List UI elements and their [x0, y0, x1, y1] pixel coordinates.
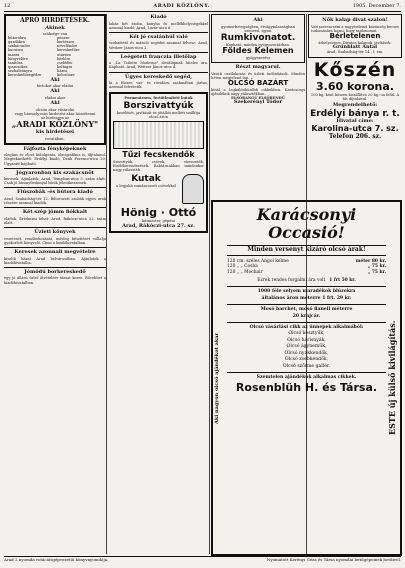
list-item: utazóra [57, 52, 71, 57]
price-row [227, 278, 386, 284]
ad-title: Két jó csalánhúl való [129, 33, 188, 40]
wells-ad-text: kezelését, javítását és jótállás mellett szállítja olcsó áron [116, 110, 201, 119]
promo-text: birtokot akar eladni [36, 84, 74, 89]
classified-ad [4, 210, 106, 228]
list-item: szakácsnőre [8, 44, 31, 49]
column-divider [209, 14, 210, 554]
divider [4, 267, 106, 268]
wells-ad-kutak-small: a legjobb zománcozott csövekkel [116, 184, 176, 189]
ad-text: ki a fűszer, vas- és rövidáru szakmában jártas, azonnal felvétetik. [109, 81, 208, 90]
coal-ad-phone: Telefon 206. sz. [328, 132, 382, 140]
ad-title: Kiadó [150, 14, 167, 20]
pump-illustration [113, 121, 204, 149]
classifieds-promo-box [4, 14, 106, 145]
ad-text: egy jó állású üzlet átvételére társat keres. Bővebbet a kiadóhivatalban. [4, 276, 106, 285]
list-item: iparosokra [8, 64, 28, 69]
hat-salon-title: Nők kalap divat szalon! [322, 17, 388, 23]
needs-list [8, 36, 102, 76]
ad-text: elegáns és olcsó kidolgozás, oleografikus is, díjtalanul. Megtekinthető: Erdélyi kiadó, Deák Ferencz-utca 20. Ugyanitt kapható. [4, 153, 106, 166]
rum-ad-heading: Aki [253, 17, 263, 23]
wells-ad-address: Arad, Rákóczi-utca 27. sz. [122, 222, 195, 229]
promo-cta-tail: kis hirdetései [35, 128, 75, 135]
list-item: kereskedősegédre [8, 72, 42, 77]
price-line: Mosó barchet, mosó flanell méterre [260, 307, 353, 313]
page-header [4, 3, 401, 12]
job-ad [109, 35, 208, 53]
price-label: Ezrek rendes forgalmi ára volt [257, 278, 326, 284]
price-value: 1 frt 50 kr. [329, 278, 356, 284]
price-label: 120 „ „ Cosba [227, 264, 258, 270]
ad-title: Két szép jömm fiókkalt [22, 209, 88, 216]
hat-salon-address: Arad, Szabadság-tér 14., I. em. [326, 50, 384, 55]
divider [227, 304, 386, 305]
promo-heading-aki-2: Aki [50, 88, 60, 95]
classifieds-title: APRÓ HIRDETÉSEK. [20, 17, 90, 24]
price-value: méter 80 kr. [355, 258, 386, 264]
divider [109, 32, 208, 33]
sale-price-list [227, 259, 386, 370]
ad-text: lakás két szoba, konyha és mellékhelyiségekkel azonnal kiadó. Arad, Lázár-utca 6. [109, 21, 208, 30]
divider [4, 247, 106, 248]
price-line: Olcsó vásárlási cikk az ünnepek alkalmából: [249, 324, 364, 330]
promo-subheading: szüksége van [42, 32, 68, 37]
column-divider [106, 14, 107, 554]
ad-title: Jógyaronban kis szakácsnőt [16, 169, 94, 176]
ad-text: vezetését, rendbehozását, mérleg készítését vállalja gyakorlott könyvelő. Címe a kiadóhivatalban. [4, 236, 106, 245]
wells-ad-brand: Borszivattyúk [123, 100, 194, 111]
page-footer [4, 556, 401, 562]
divider [227, 372, 386, 373]
list-item: cselédre [57, 60, 73, 65]
list-item: könyvelőre [8, 56, 29, 61]
bazaar-ad-footer-2: Szekerényi Tódor [233, 99, 283, 106]
footer-left: Arad 2 nyomda rotációsgépvezetői könyvnyomdája. [4, 557, 109, 562]
list-item: tanítóra [8, 60, 23, 65]
ad-title: Fiúszobák -és bútora kiadó [17, 189, 93, 196]
list-item: kölcsönre [57, 72, 75, 77]
coal-ad-order-label: Megrendelhető: [332, 102, 378, 109]
classified-ad [4, 270, 106, 285]
divider [109, 52, 208, 53]
bazaar-ad-text-2: kínál a legkülönbözőbb cikkekben. Karácsonyi ajándékok nagy választékban. [211, 87, 305, 96]
list-item: házra [57, 68, 68, 73]
list-item: pénzre [57, 36, 70, 41]
divider [227, 286, 386, 287]
price-value: „ 75 kr. [367, 264, 386, 270]
ad-text: eladok. Értekezni lehet: Arad, Rákóczi-utca 22. szám alatt. [4, 216, 106, 226]
ad-title: Keresek azonnali megvételre [14, 249, 96, 256]
sale-brand: Rosenblüh H. és Társa. [235, 381, 378, 395]
sale-content [227, 206, 386, 394]
price-line: Olcsó ágyneműk, [286, 344, 327, 350]
list-item: szobaleányra [8, 68, 32, 73]
sale-title: Karácsonyi Occasió! [256, 205, 357, 242]
price-line: Olcsó kesztyűk, [288, 331, 325, 337]
price-row [227, 270, 386, 276]
coal-ad-office-label: Hivatal címe: [336, 118, 374, 125]
ad-text: a „La Toilette Moderne" divatlapnak hiteles ára. Kapható: Arad, Weitzer János-utca 4. [109, 61, 208, 70]
ad-title: Úgyes kereskedő segéd, [125, 73, 192, 80]
sale-side-text-right: ESTE új külső kivilágítás. [387, 320, 397, 436]
price-line: Olcsó harisnyák, [287, 337, 326, 343]
coal-ad-stencil: Kőszén [313, 58, 397, 81]
hat-salon-text: Van szerencsém a nagyérdemű közönség becses tudomására hozni, hogy szalonomat [311, 24, 400, 33]
ad-title: Jómódú borkereskedő [24, 268, 86, 275]
coal-ad [308, 60, 402, 141]
list-item: nevelőnőre [57, 44, 78, 49]
wells-ad-box [109, 92, 208, 233]
list-item: kocsisra [8, 48, 24, 53]
divider [227, 322, 386, 323]
coal-ad-price-sub: 100 kg. ként készen kiszállítva 20 kg.-on felül. A fát díjtalanul. [310, 93, 400, 102]
price-line: 20 krajcár. [292, 313, 321, 319]
bazaar-ad-footer: ELSŐRANGÚ ELSŐRENDŰ [231, 96, 285, 101]
well-pump-illustration [182, 174, 204, 204]
bazaar-ad-text: Vasúti csatlakozás és üzleti tudósítások. Minden héten megjelenő lap. [211, 71, 305, 80]
needs-list-left [8, 36, 53, 76]
promo-cta-small: az hirdessen az [40, 115, 70, 120]
classified-ad [4, 230, 106, 248]
hat-salon-ad-box [308, 14, 402, 58]
coal-ad-brand: Erdélyi bánya r. t. [310, 108, 400, 119]
promo-heading-akinek: Akinek [45, 24, 65, 31]
promo-text: eladni akar [44, 95, 66, 100]
wells-ad-kutak-title: Kutak [131, 174, 161, 185]
ad-text: keresek. Ajánlatok: Arad, Templom-utca 5. szám alatt. Csak jó bizonyítvánnyal bírók jelentkezzenek. [4, 177, 106, 186]
price-line: Olcsó szőrme gallér. [282, 363, 331, 369]
issue-date: 1905. December 7. [352, 3, 401, 10]
magazine-ad [109, 55, 208, 73]
rum-ad-maker-sub: gyógyszerész [245, 56, 271, 60]
hat-salon-text-2: áthelyeztem. Divatos kalapok, javítások. [318, 40, 392, 45]
wells-ad-text-2: Szivattyúk, csövek, vízvezeték, fürdőberendezések. Raktárunkban mindenkor nagy választék. [113, 159, 204, 173]
christmas-sale-ad [211, 200, 402, 556]
rum-ad-box [211, 14, 305, 63]
classified-ad [4, 147, 106, 169]
list-item: bérlőre [57, 56, 71, 61]
price-line: Olcsó nyakkendők, [284, 350, 329, 356]
list-item: beltagra [57, 64, 73, 69]
price-label: 120 cm. széles Angol kelme [227, 258, 289, 264]
wells-ad-kutak [113, 174, 204, 204]
list-item: kertészre [57, 40, 75, 45]
column-ads-2 [109, 14, 208, 554]
divider [109, 72, 208, 73]
rental-ad [109, 15, 208, 33]
ad-title: Fájfozta fényképeknek [23, 145, 87, 152]
wells-ad-product: Tűzi fecskendők [122, 149, 195, 159]
promo-heading-aki-1: Aki [50, 76, 60, 83]
ad-text: szobafestő és mázoló segédet azonnal felvesz: Arad, Weitzer János-utca 2. [109, 41, 208, 50]
list-item: bútorokra [8, 36, 27, 41]
promo-text: vagy bármely más hirdetést akar közzétenni [14, 111, 96, 116]
page-number: 12 [4, 3, 11, 10]
ad-title: Üzleti könyvek [34, 229, 76, 236]
promo-text: olcsón akar vásárolni [35, 107, 75, 112]
rum-ad-text-2: Kapható: minden gyógyszertárban. [226, 42, 290, 47]
hat-salon-brand: Bérletelenen [329, 31, 381, 40]
bazaar-ad-brand: OLCSÓ BAZÁRT [227, 78, 289, 87]
price-line: általános áron méterre 1 frt. 29 kr. [261, 295, 352, 301]
ad-title: Leégetett franczia illetőlap [120, 53, 197, 60]
wells-ad-maker-sub: kútmester, gépész [141, 219, 176, 224]
classified-ad [4, 250, 106, 268]
promo-cta-paper: „ARADI KÖZLÖNY" [11, 119, 99, 129]
promo-cta-rovat: rovatában. [45, 136, 65, 141]
coal-ad-price: 3.60 korona. [316, 79, 394, 93]
paper-name: ARADI KÖZLÖNY. [153, 3, 210, 10]
list-item: kereskedőre [57, 48, 80, 53]
list-item: gazdákra [8, 40, 25, 45]
clerk-ad [109, 75, 208, 90]
wells-ad-maker: Hönig · Ottó [120, 206, 197, 220]
classified-ad [4, 171, 106, 189]
list-item: inasra [8, 52, 20, 57]
wells-ad-heading: Pormentesen, fertőtlenített kutak [124, 96, 193, 101]
price-line: 1000 féle selyem maradékok blúzokra [257, 289, 356, 295]
rum-ad-brand: Rumkivonatot. [220, 32, 296, 43]
classified-ad [4, 190, 106, 208]
sale-side-text-left: Aki nagyon olcsó ajándékot akar [214, 332, 220, 424]
footer-right: Nyomatott Kerényi Géza és Társa nyomdai betűgépeinek betűivel. [266, 557, 401, 562]
coal-ad-street: Karolina-utca 7. sz. [311, 123, 399, 133]
price-line: Olcsó zsebkendők, [284, 357, 329, 363]
price-value: „ 75 kr. [367, 270, 386, 276]
promo-heading-aki-3: Aki [50, 100, 60, 107]
price-label: 120 „ „ Mochair [227, 270, 263, 276]
rum-ad-maker: Földes Kelemen [222, 46, 294, 56]
rum-ad-text: gyomorbetegségben, étvágytalanságban szenved, igyon [221, 24, 295, 33]
ad-text: Arad, Szabadság-tér 12. Bútorozott szobák egyes urak részére azonnal kiadók. [4, 197, 106, 206]
hat-salon-name: Grünblatt Antal [332, 43, 378, 50]
bazaar-ad [211, 65, 305, 106]
ad-text: kisebb házat Arad belvárosában. Ajánlatok a kiadóhivatalba. [4, 256, 106, 265]
sale-footer-head: Szemtelen ajándékok alkalmas cikkek. [256, 374, 357, 380]
bazaar-ad-heading: Részt magyarul. [235, 64, 281, 71]
column-classifieds [4, 14, 106, 554]
sale-subtitle: Minden versenyt kizáró olcsó árak! [227, 245, 386, 256]
needs-list-right [57, 36, 102, 76]
divider [4, 168, 106, 169]
